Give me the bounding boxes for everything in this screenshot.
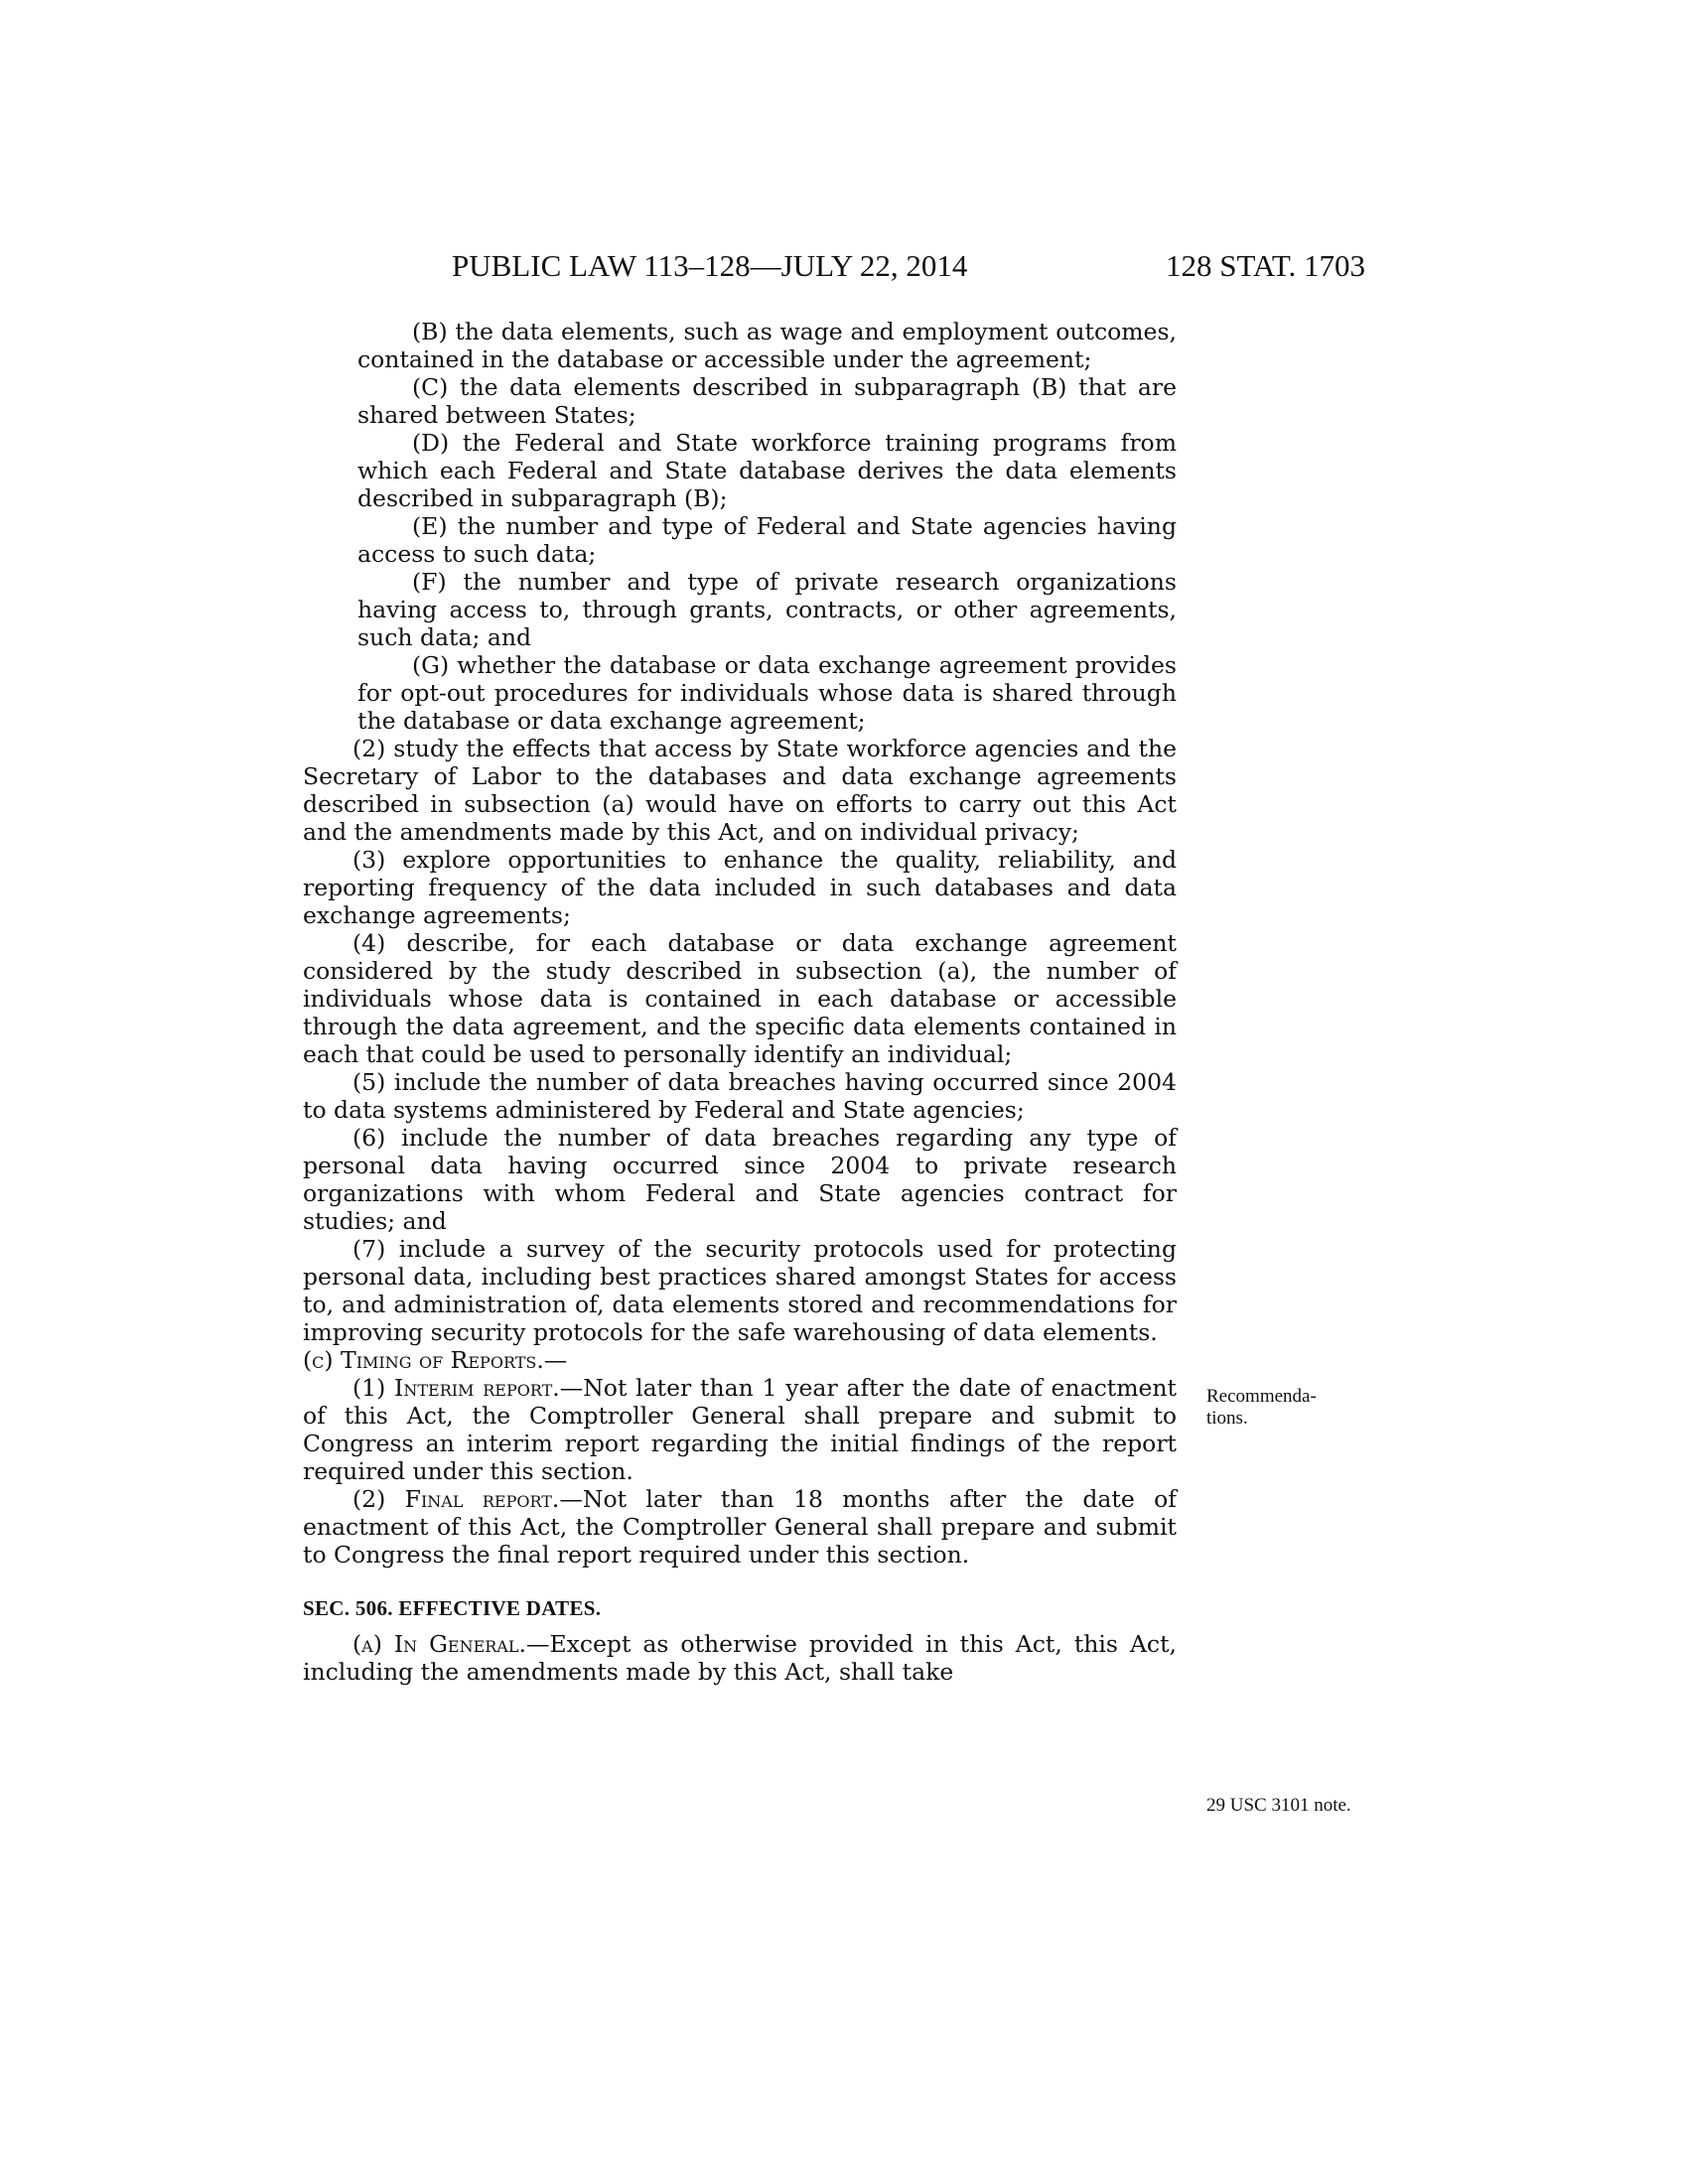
in-general-paragraph: [303, 1630, 1177, 1686]
timing-heading: [303, 1346, 1177, 1374]
paragraph-c: (C) the data elements described in subparagraph (B) that are shared between States;: [357, 373, 1177, 429]
paragraph-f: (F) the number and type of private research organizations having access to, through grants, contracts, or other agreements, such data; and: [357, 568, 1177, 651]
body-text: [303, 318, 1177, 1686]
final-report-label: (2) Final report.: [352, 1485, 560, 1513]
paragraph-b: (B) the data elements, such as wage and employment outcomes, contained in the database or accessible under the agreement;: [357, 318, 1177, 373]
paragraph-2: (2) study the effects that access by State workforce agencies and the Secretary of Labor to the databases and data exchange agreements described in subsection (a) would have on efforts to carry out this Act and the amendments made by this Act, and on individual privacy;: [303, 735, 1177, 846]
margin-note-usc: 29 USC 3101 note.: [1206, 1795, 1351, 1816]
paragraph-7: (7) include a survey of the security protocols used for protecting personal data, including best practices shared amongst States for access to, and administration of, data elements stored and recommendations for improving security protocols for the safe warehousing of data elements.: [303, 1235, 1177, 1346]
in-general-text: —Except as otherwise provided in this Act, this Act, including the amendments made by this Act, shall take: [303, 1630, 1177, 1686]
statute-page-number: 128 STAT. 1703: [1165, 248, 1365, 283]
paragraph-5: (5) include the number of data breaches having occurred since 2004 to data systems administered by Federal and State agencies;: [303, 1068, 1177, 1124]
paragraph-g: (G) whether the database or data exchange agreement provides for opt-out procedures for individuals whose data is shared through the database or data exchange agreement;: [357, 651, 1177, 735]
timing-heading-text: (c) Timing of Reports.—: [303, 1346, 568, 1374]
paragraph-d: (D) the Federal and State workforce training programs from which each Federal and State database derives the data elements described in subparagraph (B);: [357, 429, 1177, 512]
page-header: [452, 248, 1365, 288]
in-general-label: (a) In General.: [352, 1630, 526, 1658]
margin-note-recommendations: Recommenda-tions.: [1206, 1386, 1317, 1429]
paragraph-3: (3) explore opportunities to enhance the quality, reliability, and reporting frequency of the data included in such databases and data exchange agreements;: [303, 846, 1177, 929]
final-report-paragraph: [303, 1485, 1177, 1569]
section-heading: SEC. 506. EFFECTIVE DATES.: [303, 1596, 602, 1620]
interim-report-paragraph: [303, 1374, 1177, 1485]
interim-report-label: (1) Interim report.: [352, 1374, 560, 1402]
paragraph-4: (4) describe, for each database or data exchange agreement considered by the study described in subsection (a), the number of individuals whose data is contained in each database or accessible through the data agreement, and the specific data elements contained in each that could be used to personally identify an individual;: [303, 929, 1177, 1068]
paragraph-e: (E) the number and type of Federal and State agencies having access to such data;: [357, 512, 1177, 568]
running-head: PUBLIC LAW 113–128—JULY 22, 2014: [452, 248, 968, 283]
interim-report-text: —Not later than 1 year after the date of enactment of this Act, the Comptroller General shall prepare and submit to Congress an interim report regarding the initial findings of the report required under this section.: [303, 1374, 1177, 1485]
final-report-text: —Not later than 18 months after the date of enactment of this Act, the Comptroller General shall prepare and submit to Congress the final report required under this section.: [303, 1485, 1177, 1569]
paragraph-6: (6) include the number of data breaches regarding any type of personal data having occurred since 2004 to private research organizations with whom Federal and State agencies contract for studies; and: [303, 1124, 1177, 1235]
